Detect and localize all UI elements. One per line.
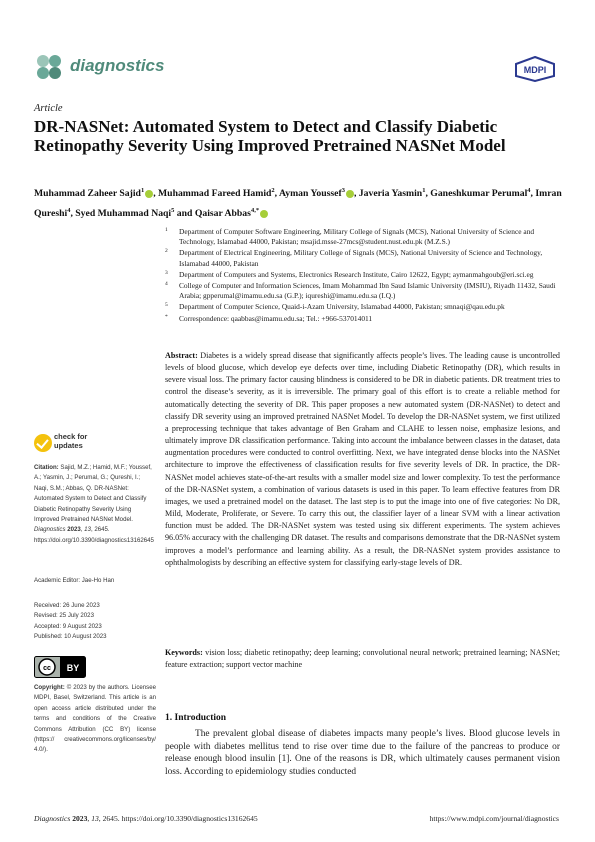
academic-editor: Academic Editor: Jae-Ho Han <box>34 577 115 584</box>
orcid-icon[interactable] <box>145 190 153 198</box>
affiliation-item <box>165 270 560 280</box>
citation-block: Citation: Sajid, M.Z.; Hamid, M.F.; Youssef, A.; Yasmin, J.; Perumal, G.; Qureshi, I.; Naqi, S.M.; Abbas, Q. DR-NASNet: Automated System to Detect and Classify Diabetic Retinopathy Severity Using Improved Pretrained NASNet Model. Diagnostics 2023, 13, 2645. https://doi.org/10.3390/diagnostics13162645 <box>34 464 154 544</box>
footer-doi-link[interactable]: , 2645. https://doi.org/10.3390/diagnostics13162645 <box>98 814 258 823</box>
author-separator: , <box>425 188 431 200</box>
cc-by-license-icon[interactable] <box>34 656 86 678</box>
revised-date: Revised: 25 July 2023 <box>34 612 94 620</box>
citation-year: 2023 <box>67 526 81 534</box>
author-affiliation-number: 3 <box>341 187 345 194</box>
affiliation-text: College of Computer and Information Sciences, Imam Mohammad Ibn Saud Islamic University (IMSIU), Riyadh 11432, Saudi Arabia; gpperumal@imamu.edu.sa (G.P.); iqureshi@imamu.edu.sa (I.Q.) <box>179 281 556 301</box>
keywords <box>165 647 560 671</box>
citation-text: Sajid, M.Z.; Hamid, M.F.; Youssef, A.; Yasmin, J.; Perumal, G.; Qureshi, I.; Naqi, S.M.; Abbas, Q. DR-NASNet: Automated System to Detect and Classify Diabetic Retinopathy Severity Using Improved Pretrained NASNet Model. <box>34 464 152 524</box>
section-heading-introduction: 1. Introduction <box>165 713 227 723</box>
author-name[interactable]: Muhammad Zaheer Sajid <box>34 188 141 200</box>
mdpi-logo-text: MDPI <box>523 65 547 75</box>
author-list <box>34 182 564 222</box>
citation-doi-link[interactable]: , 2645. https://doi.org/10.3390/diagnostics13162645 <box>34 526 154 544</box>
author-name[interactable]: Muhammad Fareed Hamid <box>158 188 272 200</box>
footer-journal: Diagnostics <box>34 814 71 823</box>
footer-journal-url[interactable]: https://www.mdpi.com/journal/diagnostics <box>429 814 559 823</box>
abstract-label: Abstract: <box>165 351 198 360</box>
published-date: Published: 10 August 2023 <box>34 633 107 641</box>
affiliation-text: Correspondence: qaabbas@imamu.edu.sa; Tel.: +966-537014011 <box>179 313 373 323</box>
affiliation-text: Department of Computer Software Engineering, Military College of Signals (MCS), National University of Science and Technology, Islamabad 44000, Pakistan; msajid.msse-27mcs@student.nust.edu.pk (M.Z.S.) <box>179 227 535 247</box>
author-separator: and <box>174 208 195 220</box>
author-affiliation-number: 5 <box>171 207 175 215</box>
affiliation-number: * <box>165 313 168 320</box>
paper-title: DR-NASNet: Automated System to Detect and Classify Diabetic Retinopathy Severity Using Improved Pretrained NASNet Model <box>34 117 506 155</box>
affiliation-item <box>165 281 560 301</box>
abstract-text: Diabetes is a widely spread disease that significantly affects people’s lives. The leading cause is uncontrolled levels of blood glucose, which develop eye defects over time, including Diabetic Retinopathy (DR), which results in severe visual loss. The primary factor causing blindness is considered to be DR in diabetic patients. DR treatment tries to control the disease’s severity, as it is irreversible. The primary goal of this effort is to create a reliable method for automatically detecting the severity of DR. This paper proposes a new automated system (DR-NASNet) to detect and classify DR severity using an improved pretrained NASNet Model. To develop the DR-NASNet system, we first utilized a preprocessing technique that takes advantage of Ben Graham and CLAHE to lessen noise, emphasize lesions, and ultimately improve DR classification performance. Taking into account the imbalance between classes in the dataset, data augmentation procedures were conducted to control overfitting. Next, we have integrated dense blocks into the NASNet architecture to improve the effectiveness of classification results for five severity levels of DR. In practice, the DR-NASNet model achieves state-of-the-art results with a smaller model size and lower complexity. To test the performance of the DR-NASNet system, a combination of various datasets is used in this paper. To learn effective features from DR images, we used a pretrained model on the dataset. The last step is to put the image into one of five categories: No DR, Mild, Moderate, Proliferate, or Severe. To carry this out, the classifier layer of a linear SVM with a linear activation function must be added. The DR-NASNet system was tested using six different experiments. The system achieves 96.05% accuracy with the challenging DR dataset. The results and comparisons demonstrate that the DR-NASNet system improves a model’s performance and learning ability. As a result, the DR-NASNet system provides assistance to ophthalmologists by describing an effective system for classifying early-stage levels of DR. <box>165 351 560 567</box>
affiliation-text: Department of Electrical Engineering, Military College of Signals (MCS), National University of Science and Technology, Islamabad 44000, Pakistan <box>179 248 543 268</box>
copyright-notice <box>34 683 156 756</box>
affiliation-number: 1 <box>165 227 168 233</box>
author-separator: , <box>353 188 359 200</box>
author-name[interactable]: Syed Muhammad Naqi <box>75 208 172 220</box>
author-name[interactable]: Qaisar Abbas <box>194 208 251 220</box>
author-affiliation-number: 2 <box>271 187 275 194</box>
author-separator: , <box>70 208 76 220</box>
author-affiliation-number: 4 <box>527 187 531 194</box>
keywords-text: vision loss; diabetic retinopathy; deep learning; convolutional neural network; pretrained learning; NASNet; feature extraction; support vector machine <box>165 648 560 669</box>
cc-by-label: BY <box>66 663 80 673</box>
affiliation-text: Department of Computer Science, Quaid-i-Azam University, Islamabad 44000, Pakistan; smnaqi@qau.edu.pk <box>179 302 505 312</box>
author-affiliation-number: 1 <box>140 187 145 194</box>
check-for-updates-label: check for updates <box>54 432 88 450</box>
svg-text:cc: cc <box>43 665 51 672</box>
affiliation-item <box>165 314 560 324</box>
mdpi-logo-icon[interactable] <box>513 56 557 82</box>
author-name[interactable]: Ayman Youssef <box>278 188 342 200</box>
received-date: Received: 26 June 2023 <box>34 602 100 609</box>
author-separator: , <box>530 188 536 200</box>
footer-volume: 13 <box>91 814 99 823</box>
footer-year: 2023 <box>72 814 88 823</box>
citation-journal: Diagnostics <box>34 526 66 534</box>
copyright-text: © 2023 by the authors. Licensee MDPI, Basel, Switzerland. This article is an open access article distributed under the terms and conditions of the Creative Commons Attribution (CC BY) license (https:// creativecommons.org/licenses/by/ 4.0/). <box>34 684 156 754</box>
author-name[interactable]: Javeria Yasmin <box>358 188 423 200</box>
citation-label: Citation: <box>34 464 59 471</box>
article-type: Article <box>34 103 63 114</box>
journal-logo-icon <box>34 52 64 82</box>
author-name[interactable]: Imran Qureshi <box>34 188 562 220</box>
keywords-label: Keywords: <box>165 648 203 657</box>
affiliation-item <box>165 302 560 312</box>
author-affiliation-number: 4,* <box>250 207 260 215</box>
affiliation-number: 5 <box>165 302 168 309</box>
affiliation-number: 2 <box>165 248 168 255</box>
affiliation-item <box>165 227 560 247</box>
orcid-icon[interactable] <box>346 190 354 198</box>
footer-citation: Diagnostics 2023, 13, 2645. https://doi.org/10.3390/diagnostics13162645 <box>34 814 258 823</box>
check-icon <box>34 434 52 452</box>
journal-name[interactable]: diagnostics <box>70 56 165 75</box>
introduction-paragraph: The prevalent global disease of diabetes impacts many people’s lives. Blood glucose levels in people with diabetes mellitus tend to rise over time due to the failure of the pancreas to produce or release enough blood insulin [1]. One of the reasons is DR, which ultimately causes permanent vision loss. According to epidemiology studies conducted <box>165 729 560 777</box>
citation-volume: 13 <box>84 526 91 534</box>
orcid-icon[interactable] <box>260 210 268 218</box>
affiliations <box>165 227 560 325</box>
author-separator: , <box>274 188 279 200</box>
abstract <box>165 350 560 569</box>
author-separator: , <box>153 188 159 200</box>
publication-dates <box>34 601 156 643</box>
copyright-label: Copyright: <box>34 684 65 691</box>
author-name[interactable]: Ganeshkumar Perumal <box>430 188 528 200</box>
affiliation-text: Department of Computers and Systems, Electronics Research Institute, Cairo 12622, Egypt; aymanmahgoub@eri.sci.eg <box>179 269 534 279</box>
affiliation-number: 4 <box>165 281 168 288</box>
affiliation-item <box>165 248 560 268</box>
author-affiliation-number: 4 <box>67 207 71 215</box>
accepted-date: Accepted: 9 August 2023 <box>34 622 102 630</box>
affiliation-number: 3 <box>165 269 168 276</box>
author-affiliation-number: 1 <box>422 187 426 194</box>
check-for-updates-button[interactable] <box>34 432 134 456</box>
